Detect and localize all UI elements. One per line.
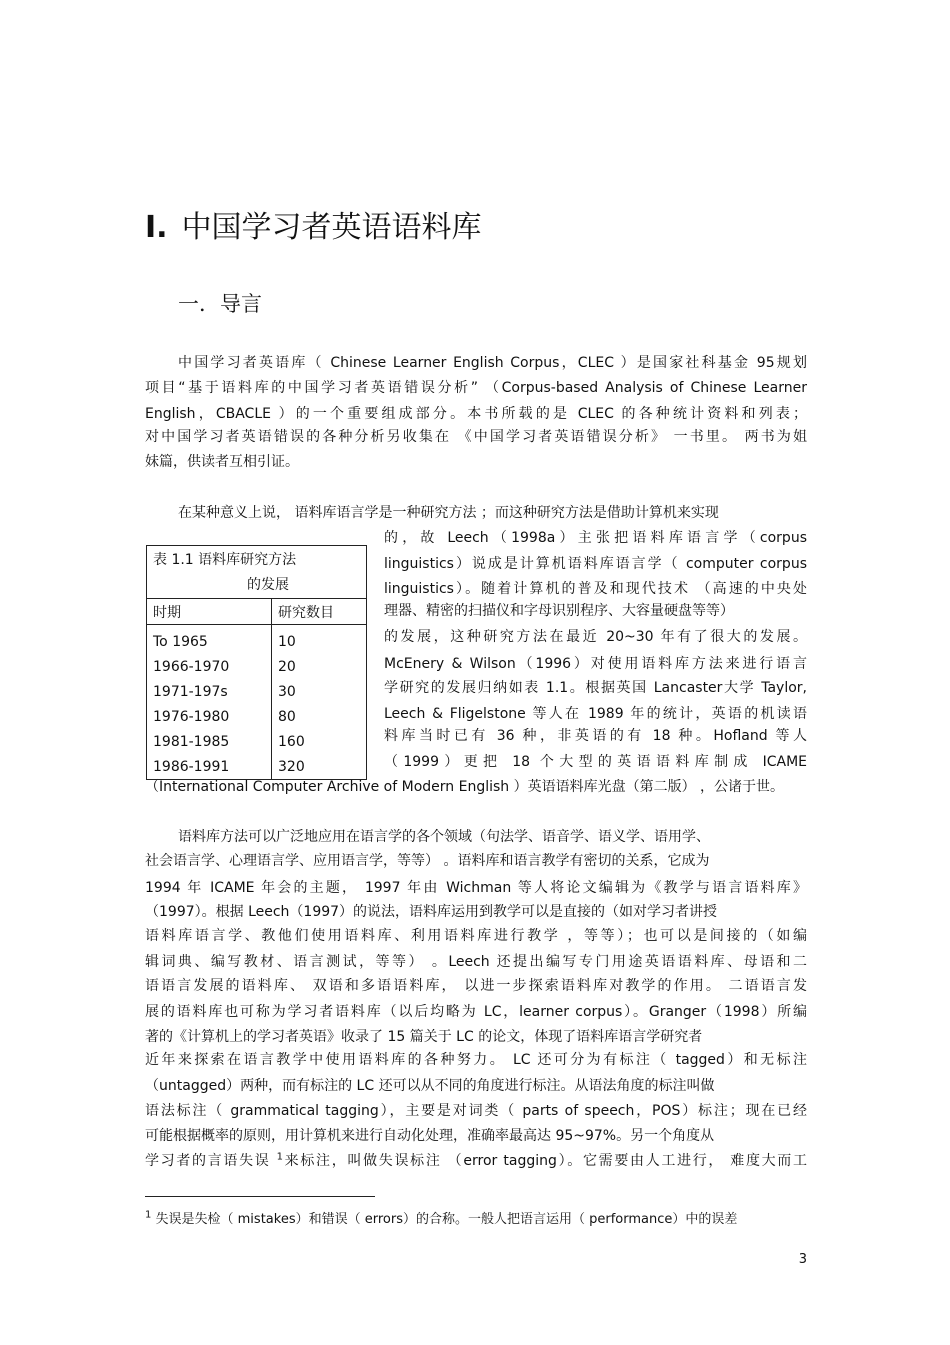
paragraph-line: McEnery & Wilson（1996）对使用语料库方法来进行语言: [384, 656, 807, 672]
section-heading: 一．导言: [178, 292, 262, 316]
paragraph-line: 1994 年 ICAME 年会的主题， 1997 年由 Wichman 等人将论文编辑为《教学与语言语料库》: [145, 880, 807, 896]
chapter-number: I.: [145, 210, 168, 245]
paragraph-line: 理器、精密的扫描仪和字母识别程序、大容量硬盘等等）: [384, 603, 734, 619]
table-header-row: [147, 599, 367, 625]
table-cell: To 1965: [147, 625, 272, 655]
paragraph-line: 近年来探索在语言教学中使用语料库的各种努力。 LC 还可分为有标注（ tagged）和无标注: [145, 1052, 807, 1068]
table-cell: 1986-1991: [147, 754, 272, 780]
table-caption: [147, 546, 367, 599]
paragraph-line: 语语言发展的语料库、 双语和多语语料库， 以进一步探索语料库对教学的作用。 二语语言发: [145, 978, 807, 994]
table-row: [147, 679, 367, 704]
footnote: [145, 1208, 807, 1232]
paragraph-line: 的发展，这种研究方法在最近 20~30 年有了很大的发展。: [384, 629, 807, 645]
table-cell: 30: [272, 679, 367, 704]
paragraph-line: 语料库方法可以广泛地应用在语言学的各个领域（句法学、语音学、语义学、语用学、: [178, 829, 710, 845]
table-cell: 1981-1985: [147, 729, 272, 754]
table-row: [147, 625, 367, 655]
paragraph-line: linguistics）。随着计算机的普及和现代技术 （高速的中央处: [384, 581, 807, 597]
table-cell: 10: [272, 625, 367, 655]
paragraph-line: 语法标注（ grammatical tagging），主要是对词类（ parts of speech，POS）标注；现在已经: [145, 1103, 807, 1119]
column-header-period: 时期: [147, 599, 272, 625]
text-run: 来标注，叫做失误标注 （error tagging）。它需要由人工进行， 难度大而工: [283, 1153, 807, 1169]
paragraph-line: （International Computer Archive of Modern English ）英语语料库光盘（第二版） ，公诸于世。: [145, 779, 785, 795]
table-row: [147, 704, 367, 729]
table-cell: 80: [272, 704, 367, 729]
table-row: [147, 754, 367, 780]
paragraph-line: 的，故 Leech（1998a）主张把语料库语言学（corpus: [384, 530, 807, 546]
column-header-count: 研究数目: [272, 599, 367, 625]
paragraph-line: Leech & Fligelstone 等人在 1989 年的统计，英语的机读语: [384, 706, 807, 722]
table-cell: 1976-1980: [147, 704, 272, 729]
paragraph-line: [145, 1149, 807, 1173]
paragraph-line: 可能根据概率的原则，用计算机来进行自动化处理，准确率最高达 95~97%。另一个角度从: [145, 1128, 715, 1144]
paragraph-line: English，CBACLE ）的一个重要组成部分。本书所载的是 CLEC 的各种统计资料和列表；: [145, 406, 807, 422]
table-caption-line: 的发展: [247, 577, 289, 593]
table-cell: 320: [272, 754, 367, 780]
chapter-title: 中国学习者英语语料库: [181, 210, 482, 245]
footnote-divider: [145, 1196, 375, 1197]
research-table: [146, 545, 367, 780]
footnote-ref[interactable]: 1: [276, 1151, 283, 1163]
paragraph-line: （1999）更把 18 个大型的英语语料库制成 ICAME: [384, 754, 807, 770]
table-cell: 1966-1970: [147, 654, 272, 679]
text-run: 学习者的言语失误: [145, 1153, 277, 1169]
paragraph-line: 社会语言学、心理语言学、应用语言学，等等） 。语料库和语言教学有密切的关系，它成为: [145, 853, 710, 869]
paragraph-line: 学研究的发展归纳如表 1.1。根据英国 Lancaster大学 Taylor,: [384, 680, 807, 696]
footnote-marker: 1: [145, 1209, 152, 1221]
table-cell: 1971-197s: [147, 679, 272, 704]
paragraph-line: 著的《计算机上的学习者英语》收录了 15 篇关于 LC 的论文，体现了语料库语言学研究者: [145, 1029, 703, 1045]
chapter-heading: [145, 204, 482, 252]
paragraph-line: （untagged）两种，而有标注的 LC 还可以从不同的角度进行标注。从语法角度的标注叫做: [145, 1078, 715, 1094]
paragraph-line: linguistics）说成是计算机语料库语言学（ computer corpus: [384, 556, 807, 572]
paragraph-line: 中国学习者英语库（ Chinese Learner English Corpus，CLEC ）是国家社科基金 95规划: [178, 355, 807, 371]
paragraph-line: 项目“基于语料库的中国学习者英语错误分析” （Corpus-based Analysis of Chinese Learner: [145, 380, 807, 396]
table-row: [147, 654, 367, 679]
paragraph-line: 妹篇，供读者互相引证。: [145, 454, 299, 470]
table-caption-row: [147, 546, 367, 599]
paragraph-line: 对中国学习者英语错误的各种分析另收集在 《中国学习者英语错误分析》 一书里。 两书为姐: [145, 429, 807, 445]
table-row: [147, 729, 367, 754]
table-cell: 160: [272, 729, 367, 754]
paragraph-line: 料库当时已有 36 种，非英语的有 18 种。Hofland 等人: [384, 728, 807, 744]
page-number: 3: [798, 1252, 807, 1267]
paragraph-line: 语料库语言学、教他们使用语料库、利用语料库进行教学 ，等等）；也可以是间接的（如编: [145, 928, 807, 944]
footnote-text: 失误是失检（ mistakes）和错误（ errors）的合称。一般人把语言运用（ performance）中的误差: [151, 1212, 738, 1227]
paragraph-line: 在某种意义上说， 语料库语言学是一种研究方法 ；而这种研究方法是借助计算机来实现: [178, 505, 719, 521]
paragraph-line: 辑词典、编写教材、语言测试，等等） 。Leech 还提出编写专门用途英语语料库、母语和二: [145, 954, 807, 970]
paragraph-line: 展的语料库也可称为学习者语料库（以后均略为 LC，learner corpus）。Granger（1998）所编: [145, 1004, 807, 1020]
paragraph-line: （1997）。根据 Leech（1997）的说法，语料库运用到教学可以是直接的（如对学习者讲授: [145, 904, 718, 920]
table-caption-line: 表 1.1 语料库研究方法: [153, 552, 297, 568]
table-cell: 20: [272, 654, 367, 679]
